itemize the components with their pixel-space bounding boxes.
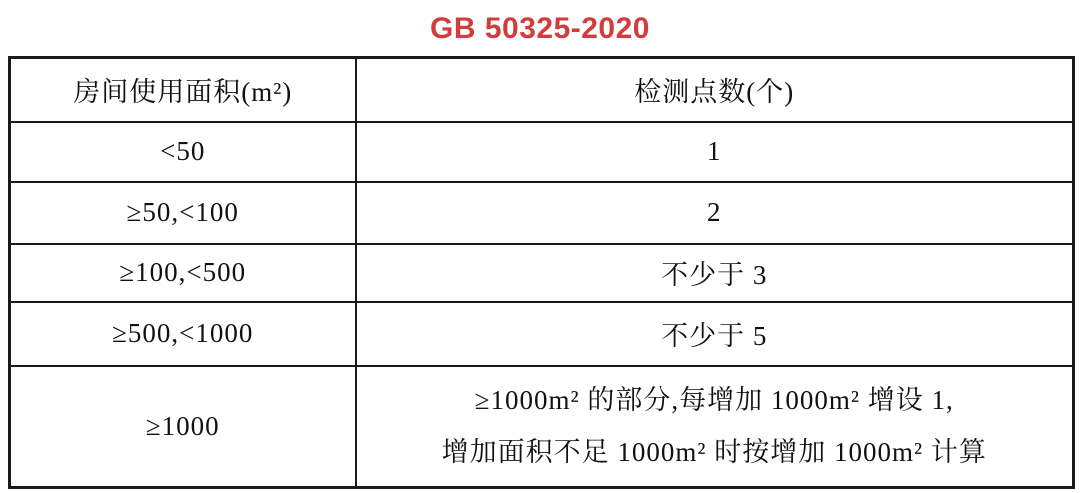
table-row — [10, 122, 1074, 182]
header-detection-points: 检测点数(个) — [356, 58, 1074, 122]
header-room-area: 房间使用面积(m²) — [10, 58, 356, 122]
table-row — [10, 244, 1074, 302]
cell-area-100-500: ≥100,<500 — [10, 244, 356, 302]
rule-line-1: ≥1000m² 的部分,每增加 1000m² 增设 1, — [474, 385, 954, 416]
cell-area-50-100: ≥50,<100 — [10, 182, 356, 244]
table-row — [10, 182, 1074, 244]
table-row — [10, 366, 1074, 488]
cell-points-min3: 不少于 3 — [356, 244, 1074, 302]
cell-points-2: 2 — [356, 182, 1074, 244]
detection-points-table — [8, 56, 1075, 489]
cell-points-ge1000-rule — [356, 366, 1074, 488]
cell-area-500-1000: ≥500,<1000 — [10, 302, 356, 366]
cell-area-ge1000: ≥1000 — [10, 366, 356, 488]
cell-points-min5: 不少于 5 — [356, 302, 1074, 366]
table-row — [10, 302, 1074, 366]
standard-code-title: GB 50325-2020 — [430, 12, 650, 45]
rule-line-2: 增加面积不足 1000m² 时按增加 1000m² 计算 — [441, 437, 987, 468]
cell-points-1: 1 — [356, 122, 1074, 182]
cell-area-lt50: <50 — [10, 122, 356, 182]
table-header-row — [10, 58, 1074, 122]
